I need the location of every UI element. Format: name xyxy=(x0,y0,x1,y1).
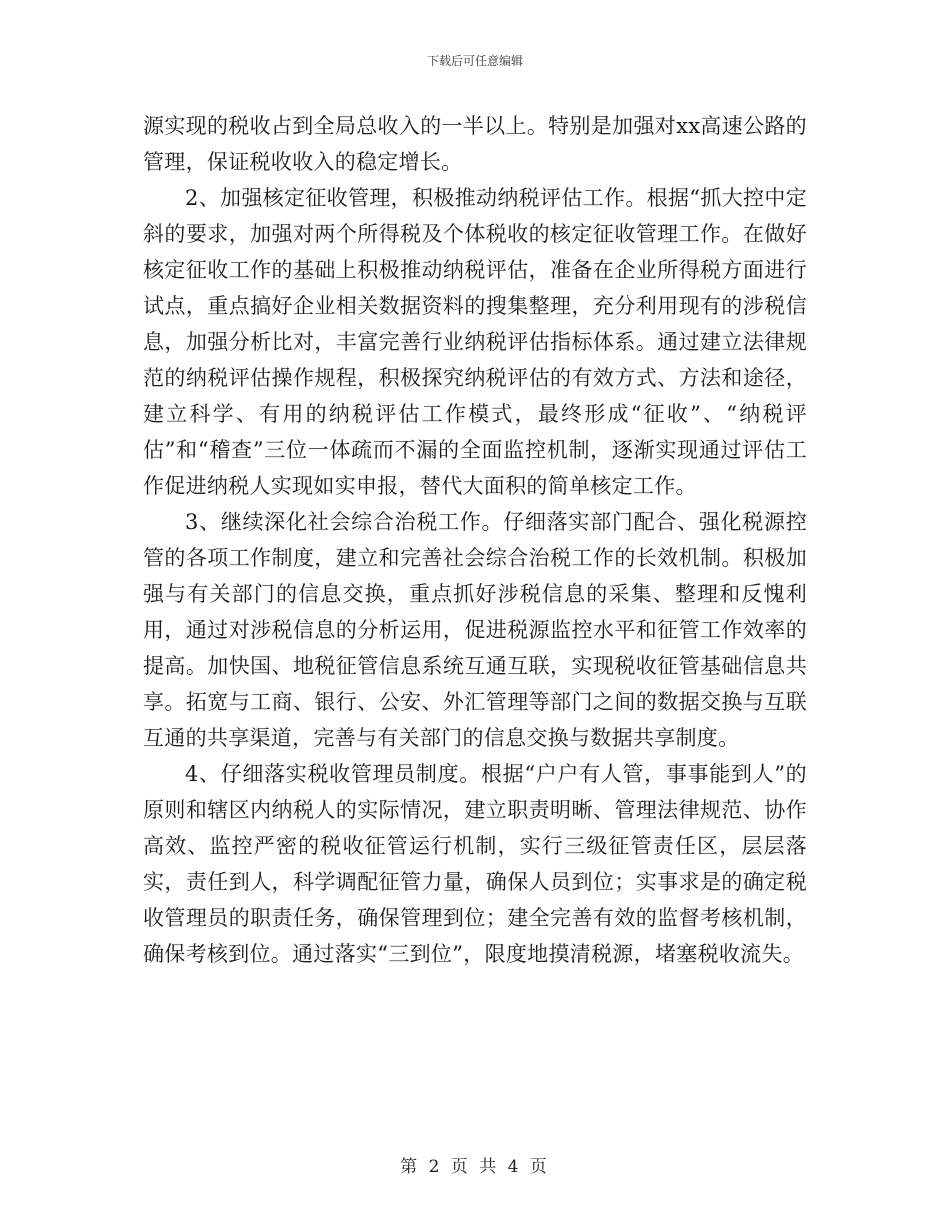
page-footer: 第 2 页 共 4 页 xyxy=(400,1157,550,1177)
paragraph-item-4: 4、仔细落实税收管理员制度。根据“户户有人管，事事能到人”的原则和辖区内纳税人的实际情况，建立职责明晰、管理法律规范、协作高效、监控严密的税收征管运行机制，实行三级征管责任区，层层落实，责任到人，科学调配征管力量，确保人员到位；实事求是的确定税收管理员的职责任务，确保管理到位；建全完善有效的监督考核机制，确保考核到位。通过落实“三到位”，限度地摸清税源，堵塞税收流失。 xyxy=(143,762,807,966)
paragraph-item-3: 3、继续深化社会综合治税工作。仔细落实部门配合、强化税源控管的各项工作制度，建立和完善社会综合治税工作的长效机制。积极加强与有关部门的信息交换，重点抓好涉税信息的采集、整理和反愧利用，通过对涉税信息的分析运用，促进税源监控水平和征管工作效率的提高。加快国、地税征管信息系统互通互联，实现税收征管基础信息共享。拓宽与工商、银行、公安、外汇管理等部门之间的数据交换与互联互通的共享渠道，完善与有关部门的信息交换与数据共享制度。 xyxy=(143,510,807,750)
document-body xyxy=(143,108,807,972)
page-header: 下载后可任意编辑 xyxy=(426,54,523,68)
paragraph-continuation: 源实现的税收占到全局总收入的一半以上。特别是加强对xx高速公路的管理，保证税收收入的稳定增长。 xyxy=(143,114,807,174)
paragraph-item-2: 2、加强核定征收管理，积极推动纳税评估工作。根据“抓大控中定斜的要求，加强对两个所得税及个体税收的核定征收管理工作。在做好核定征收工作的基础上积极推动纳税评估，准备在企业所得税方面进行试点，重点搞好企业相关数据资料的搜集整理，充分利用现有的涉税信息，加强分析比对，丰富完善行业纳税评估指标体系。通过建立法律规范的纳税评估操作规程，积极探究纳税评估的有效方式、方法和途径，建立科学、有用的纳税评估工作模式，最终形成“征收”、“纳税评估”和“稽查”三位一体疏而不漏的全面监控机制，逐渐实现通过评估工作促进纳税人实现如实申报，替代大面积的简单核定工作。 xyxy=(143,186,807,498)
